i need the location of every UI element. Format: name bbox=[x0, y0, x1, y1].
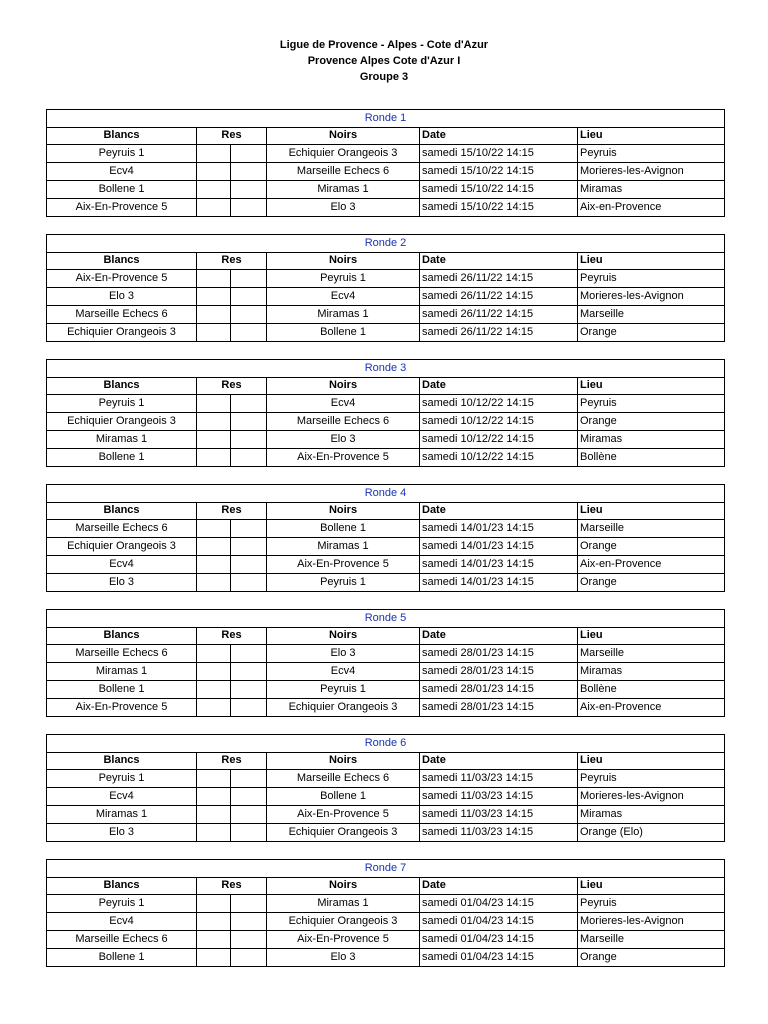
black-team: Miramas 1 bbox=[267, 538, 420, 556]
game-venue: Aix-en-Provence bbox=[578, 699, 725, 717]
white-team: Ecv4 bbox=[47, 163, 197, 181]
result-black bbox=[231, 145, 266, 162]
col-date: Date bbox=[420, 127, 578, 145]
black-team: Miramas 1 bbox=[267, 181, 420, 199]
round-title-row bbox=[47, 235, 725, 253]
division-title: Provence Alpes Cote d'Azur I bbox=[307, 55, 461, 67]
game-date: samedi 01/04/23 14:15 bbox=[420, 931, 578, 949]
game-row bbox=[47, 324, 725, 342]
col-lieu: Lieu bbox=[578, 877, 725, 895]
result-black bbox=[231, 770, 266, 787]
game-venue: Peyruis bbox=[578, 270, 725, 288]
round-title: Ronde 7 bbox=[47, 860, 725, 878]
game-date: samedi 01/04/23 14:15 bbox=[420, 949, 578, 967]
game-row bbox=[47, 788, 725, 806]
black-team: Echiquier Orangeois 3 bbox=[267, 145, 420, 163]
col-noirs: Noirs bbox=[267, 252, 420, 270]
game-venue: Peyruis bbox=[578, 395, 725, 413]
game-row bbox=[47, 770, 725, 788]
white-team: Ecv4 bbox=[47, 913, 197, 931]
game-venue: Peyruis bbox=[578, 145, 725, 163]
game-row bbox=[47, 556, 725, 574]
result-cell bbox=[197, 306, 267, 324]
column-header-row bbox=[47, 752, 725, 770]
white-team: Marseille Echecs 6 bbox=[47, 306, 197, 324]
white-team: Bollene 1 bbox=[47, 681, 197, 699]
game-row bbox=[47, 574, 725, 592]
game-date: samedi 15/10/22 14:15 bbox=[420, 199, 578, 217]
round-title: Ronde 5 bbox=[47, 610, 725, 628]
white-team: Ecv4 bbox=[47, 556, 197, 574]
white-team: Bollene 1 bbox=[47, 181, 197, 199]
round-table bbox=[46, 609, 725, 717]
black-team: Peyruis 1 bbox=[267, 681, 420, 699]
white-team: Echiquier Orangeois 3 bbox=[47, 538, 197, 556]
result-cell bbox=[197, 431, 267, 449]
white-team: Miramas 1 bbox=[47, 663, 197, 681]
col-lieu: Lieu bbox=[578, 502, 725, 520]
game-date: samedi 26/11/22 14:15 bbox=[420, 324, 578, 342]
round-table bbox=[46, 359, 725, 467]
game-row bbox=[47, 806, 725, 824]
game-date: samedi 11/03/23 14:15 bbox=[420, 770, 578, 788]
result-black bbox=[231, 556, 266, 573]
game-venue: Orange (Elo) bbox=[578, 824, 725, 842]
result-black bbox=[231, 324, 266, 341]
game-venue: Peyruis bbox=[578, 770, 725, 788]
col-noirs: Noirs bbox=[267, 127, 420, 145]
col-blancs: Blancs bbox=[47, 502, 197, 520]
round-title-row bbox=[47, 110, 725, 128]
result-cell bbox=[197, 324, 267, 342]
col-lieu: Lieu bbox=[578, 377, 725, 395]
black-team: Marseille Echecs 6 bbox=[267, 770, 420, 788]
black-team: Echiquier Orangeois 3 bbox=[267, 699, 420, 717]
result-cell bbox=[197, 538, 267, 556]
white-team: Marseille Echecs 6 bbox=[47, 520, 197, 538]
result-black bbox=[231, 538, 266, 555]
result-black bbox=[231, 395, 266, 412]
game-date: samedi 28/01/23 14:15 bbox=[420, 663, 578, 681]
col-res: Res bbox=[197, 627, 267, 645]
black-team: Echiquier Orangeois 3 bbox=[267, 824, 420, 842]
game-date: samedi 11/03/23 14:15 bbox=[420, 788, 578, 806]
round-title-row bbox=[47, 485, 725, 503]
white-team: Elo 3 bbox=[47, 574, 197, 592]
result-white bbox=[197, 306, 231, 323]
result-white bbox=[197, 538, 231, 555]
game-date: samedi 10/12/22 14:15 bbox=[420, 449, 578, 467]
game-date: samedi 26/11/22 14:15 bbox=[420, 288, 578, 306]
game-venue: Morieres-les-Avignon bbox=[578, 913, 725, 931]
game-venue: Orange bbox=[578, 413, 725, 431]
col-blancs: Blancs bbox=[47, 627, 197, 645]
result-black bbox=[231, 824, 266, 841]
round-table bbox=[46, 734, 725, 842]
result-black bbox=[231, 163, 266, 180]
col-res: Res bbox=[197, 127, 267, 145]
round-title-row bbox=[47, 735, 725, 753]
group-title: Groupe 3 bbox=[359, 71, 409, 83]
game-date: samedi 14/01/23 14:15 bbox=[420, 538, 578, 556]
white-team: Marseille Echecs 6 bbox=[47, 645, 197, 663]
game-venue: Orange bbox=[578, 538, 725, 556]
game-venue: Morieres-les-Avignon bbox=[578, 788, 725, 806]
game-date: samedi 15/10/22 14:15 bbox=[420, 181, 578, 199]
result-white bbox=[197, 163, 231, 180]
result-cell bbox=[197, 788, 267, 806]
result-cell bbox=[197, 163, 267, 181]
column-header-row bbox=[47, 377, 725, 395]
white-team: Ecv4 bbox=[47, 788, 197, 806]
result-white bbox=[197, 324, 231, 341]
black-team: Elo 3 bbox=[267, 431, 420, 449]
col-noirs: Noirs bbox=[267, 377, 420, 395]
result-black bbox=[231, 431, 266, 448]
col-noirs: Noirs bbox=[267, 502, 420, 520]
black-team: Marseille Echecs 6 bbox=[267, 163, 420, 181]
round-table bbox=[46, 859, 725, 967]
white-team: Aix-En-Provence 5 bbox=[47, 270, 197, 288]
result-white bbox=[197, 645, 231, 662]
column-header-row bbox=[47, 252, 725, 270]
game-venue: Miramas bbox=[578, 806, 725, 824]
white-team: Peyruis 1 bbox=[47, 145, 197, 163]
white-team: Elo 3 bbox=[47, 288, 197, 306]
white-team: Aix-En-Provence 5 bbox=[47, 199, 197, 217]
result-cell bbox=[197, 895, 267, 913]
result-white bbox=[197, 931, 231, 948]
result-black bbox=[231, 663, 266, 680]
game-venue: Miramas bbox=[578, 663, 725, 681]
result-cell bbox=[197, 449, 267, 467]
white-team: Peyruis 1 bbox=[47, 770, 197, 788]
black-team: Miramas 1 bbox=[267, 895, 420, 913]
black-team: Peyruis 1 bbox=[267, 574, 420, 592]
result-cell bbox=[197, 699, 267, 717]
white-team: Elo 3 bbox=[47, 824, 197, 842]
col-noirs: Noirs bbox=[267, 627, 420, 645]
col-date: Date bbox=[420, 502, 578, 520]
col-res: Res bbox=[197, 752, 267, 770]
result-white bbox=[197, 681, 231, 698]
result-cell bbox=[197, 520, 267, 538]
result-black bbox=[231, 681, 266, 698]
white-team: Marseille Echecs 6 bbox=[47, 931, 197, 949]
game-row bbox=[47, 895, 725, 913]
game-row bbox=[47, 949, 725, 967]
result-white bbox=[197, 288, 231, 305]
game-date: samedi 14/01/23 14:15 bbox=[420, 520, 578, 538]
col-res: Res bbox=[197, 877, 267, 895]
game-row bbox=[47, 699, 725, 717]
game-date: samedi 14/01/23 14:15 bbox=[420, 556, 578, 574]
round-title-row bbox=[47, 360, 725, 378]
result-white bbox=[197, 949, 231, 966]
result-white bbox=[197, 449, 231, 466]
game-date: samedi 10/12/22 14:15 bbox=[420, 413, 578, 431]
round-title: Ronde 6 bbox=[47, 735, 725, 753]
result-white bbox=[197, 199, 231, 216]
column-header-row bbox=[47, 877, 725, 895]
game-venue: Marseille bbox=[578, 520, 725, 538]
round-title: Ronde 2 bbox=[47, 235, 725, 253]
result-white bbox=[197, 770, 231, 787]
col-date: Date bbox=[420, 252, 578, 270]
black-team: Aix-En-Provence 5 bbox=[267, 556, 420, 574]
col-date: Date bbox=[420, 877, 578, 895]
game-date: samedi 01/04/23 14:15 bbox=[420, 895, 578, 913]
white-team: Echiquier Orangeois 3 bbox=[47, 324, 197, 342]
result-cell bbox=[197, 288, 267, 306]
game-date: samedi 15/10/22 14:15 bbox=[420, 145, 578, 163]
black-team: Aix-En-Provence 5 bbox=[267, 931, 420, 949]
game-row bbox=[47, 270, 725, 288]
black-team: Ecv4 bbox=[267, 663, 420, 681]
result-cell bbox=[197, 824, 267, 842]
result-white bbox=[197, 145, 231, 162]
round-title: Ronde 3 bbox=[47, 360, 725, 378]
result-white bbox=[197, 181, 231, 198]
white-team: Aix-En-Provence 5 bbox=[47, 699, 197, 717]
result-black bbox=[231, 306, 266, 323]
result-black bbox=[231, 699, 266, 716]
game-venue: Aix-en-Provence bbox=[578, 556, 725, 574]
white-team: Peyruis 1 bbox=[47, 895, 197, 913]
result-black bbox=[231, 199, 266, 216]
black-team: Marseille Echecs 6 bbox=[267, 413, 420, 431]
game-row bbox=[47, 288, 725, 306]
col-blancs: Blancs bbox=[47, 252, 197, 270]
game-row bbox=[47, 163, 725, 181]
game-venue: Orange bbox=[578, 949, 725, 967]
result-black bbox=[231, 413, 266, 430]
game-row bbox=[47, 199, 725, 217]
result-white bbox=[197, 699, 231, 716]
col-lieu: Lieu bbox=[578, 127, 725, 145]
round-title-row bbox=[47, 860, 725, 878]
result-white bbox=[197, 270, 231, 287]
result-cell bbox=[197, 395, 267, 413]
game-row bbox=[47, 449, 725, 467]
result-black bbox=[231, 806, 266, 823]
game-row bbox=[47, 824, 725, 842]
result-cell bbox=[197, 913, 267, 931]
round-title-row bbox=[47, 610, 725, 628]
white-team: Bollene 1 bbox=[47, 949, 197, 967]
result-white bbox=[197, 806, 231, 823]
game-date: samedi 28/01/23 14:15 bbox=[420, 681, 578, 699]
col-blancs: Blancs bbox=[47, 752, 197, 770]
result-white bbox=[197, 413, 231, 430]
result-black bbox=[231, 788, 266, 805]
game-row bbox=[47, 181, 725, 199]
result-cell bbox=[197, 949, 267, 967]
result-cell bbox=[197, 681, 267, 699]
result-white bbox=[197, 788, 231, 805]
black-team: Bollene 1 bbox=[267, 324, 420, 342]
game-row bbox=[47, 520, 725, 538]
col-date: Date bbox=[420, 627, 578, 645]
game-row bbox=[47, 931, 725, 949]
black-team: Peyruis 1 bbox=[267, 270, 420, 288]
result-white bbox=[197, 520, 231, 537]
result-cell bbox=[197, 645, 267, 663]
game-venue: Miramas bbox=[578, 181, 725, 199]
result-white bbox=[197, 663, 231, 680]
col-blancs: Blancs bbox=[47, 127, 197, 145]
game-venue: Morieres-les-Avignon bbox=[578, 288, 725, 306]
black-team: Aix-En-Provence 5 bbox=[267, 449, 420, 467]
result-cell bbox=[197, 574, 267, 592]
col-lieu: Lieu bbox=[578, 252, 725, 270]
result-white bbox=[197, 824, 231, 841]
white-team: Echiquier Orangeois 3 bbox=[47, 413, 197, 431]
col-date: Date bbox=[420, 377, 578, 395]
result-black bbox=[231, 931, 266, 948]
game-date: samedi 26/11/22 14:15 bbox=[420, 306, 578, 324]
result-cell bbox=[197, 931, 267, 949]
game-row bbox=[47, 306, 725, 324]
result-black bbox=[231, 895, 266, 912]
white-team: Bollene 1 bbox=[47, 449, 197, 467]
col-date: Date bbox=[420, 752, 578, 770]
black-team: Bollene 1 bbox=[267, 788, 420, 806]
column-header-row bbox=[47, 127, 725, 145]
result-white bbox=[197, 556, 231, 573]
game-row bbox=[47, 145, 725, 163]
white-team: Miramas 1 bbox=[47, 431, 197, 449]
game-row bbox=[47, 395, 725, 413]
result-black bbox=[231, 181, 266, 198]
game-date: samedi 01/04/23 14:15 bbox=[420, 913, 578, 931]
white-team: Miramas 1 bbox=[47, 806, 197, 824]
game-row bbox=[47, 663, 725, 681]
game-date: samedi 11/03/23 14:15 bbox=[420, 806, 578, 824]
black-team: Bollene 1 bbox=[267, 520, 420, 538]
result-black bbox=[231, 288, 266, 305]
result-cell bbox=[197, 663, 267, 681]
result-cell bbox=[197, 556, 267, 574]
round-table bbox=[46, 484, 725, 592]
round-table bbox=[46, 234, 725, 342]
result-cell bbox=[197, 145, 267, 163]
black-team: Elo 3 bbox=[267, 949, 420, 967]
col-noirs: Noirs bbox=[267, 877, 420, 895]
result-white bbox=[197, 913, 231, 930]
game-date: samedi 15/10/22 14:15 bbox=[420, 163, 578, 181]
game-date: samedi 10/12/22 14:15 bbox=[420, 395, 578, 413]
result-cell bbox=[197, 413, 267, 431]
col-res: Res bbox=[197, 252, 267, 270]
col-res: Res bbox=[197, 502, 267, 520]
black-team: Ecv4 bbox=[267, 288, 420, 306]
game-row bbox=[47, 431, 725, 449]
game-venue: Orange bbox=[578, 574, 725, 592]
game-venue: Marseille bbox=[578, 645, 725, 663]
game-venue: Aix-en-Provence bbox=[578, 199, 725, 217]
black-team: Elo 3 bbox=[267, 199, 420, 217]
black-team: Aix-En-Provence 5 bbox=[267, 806, 420, 824]
col-lieu: Lieu bbox=[578, 627, 725, 645]
game-row bbox=[47, 681, 725, 699]
col-blancs: Blancs bbox=[47, 877, 197, 895]
game-venue: Bollène bbox=[578, 681, 725, 699]
game-date: samedi 14/01/23 14:15 bbox=[420, 574, 578, 592]
game-venue: Bollène bbox=[578, 449, 725, 467]
result-cell bbox=[197, 770, 267, 788]
result-white bbox=[197, 574, 231, 591]
result-cell bbox=[197, 806, 267, 824]
result-black bbox=[231, 574, 266, 591]
col-res: Res bbox=[197, 377, 267, 395]
game-row bbox=[47, 538, 725, 556]
black-team: Echiquier Orangeois 3 bbox=[267, 913, 420, 931]
column-header-row bbox=[47, 627, 725, 645]
round-title: Ronde 1 bbox=[47, 110, 725, 128]
game-venue: Morieres-les-Avignon bbox=[578, 163, 725, 181]
game-row bbox=[47, 913, 725, 931]
game-date: samedi 11/03/23 14:15 bbox=[420, 824, 578, 842]
result-cell bbox=[197, 199, 267, 217]
result-cell bbox=[197, 181, 267, 199]
result-black bbox=[231, 645, 266, 662]
game-venue: Marseille bbox=[578, 931, 725, 949]
result-white bbox=[197, 431, 231, 448]
round-title: Ronde 4 bbox=[47, 485, 725, 503]
game-row bbox=[47, 413, 725, 431]
game-date: samedi 28/01/23 14:15 bbox=[420, 699, 578, 717]
game-date: samedi 26/11/22 14:15 bbox=[420, 270, 578, 288]
col-blancs: Blancs bbox=[47, 377, 197, 395]
game-venue: Peyruis bbox=[578, 895, 725, 913]
game-venue: Marseille bbox=[578, 306, 725, 324]
black-team: Ecv4 bbox=[267, 395, 420, 413]
column-header-row bbox=[47, 502, 725, 520]
game-date: samedi 28/01/23 14:15 bbox=[420, 645, 578, 663]
result-cell bbox=[197, 270, 267, 288]
result-black bbox=[231, 520, 266, 537]
result-black bbox=[231, 913, 266, 930]
result-black bbox=[231, 949, 266, 966]
black-team: Elo 3 bbox=[267, 645, 420, 663]
game-venue: Miramas bbox=[578, 431, 725, 449]
game-venue: Orange bbox=[578, 324, 725, 342]
col-lieu: Lieu bbox=[578, 752, 725, 770]
result-black bbox=[231, 449, 266, 466]
black-team: Miramas 1 bbox=[267, 306, 420, 324]
white-team: Peyruis 1 bbox=[47, 395, 197, 413]
league-title: Ligue de Provence - Alpes - Cote d'Azur bbox=[279, 39, 489, 51]
result-black bbox=[231, 270, 266, 287]
game-date: samedi 10/12/22 14:15 bbox=[420, 431, 578, 449]
result-white bbox=[197, 395, 231, 412]
result-white bbox=[197, 895, 231, 912]
round-table bbox=[46, 109, 725, 217]
document-header bbox=[0, 37, 768, 85]
col-noirs: Noirs bbox=[267, 752, 420, 770]
game-row bbox=[47, 645, 725, 663]
